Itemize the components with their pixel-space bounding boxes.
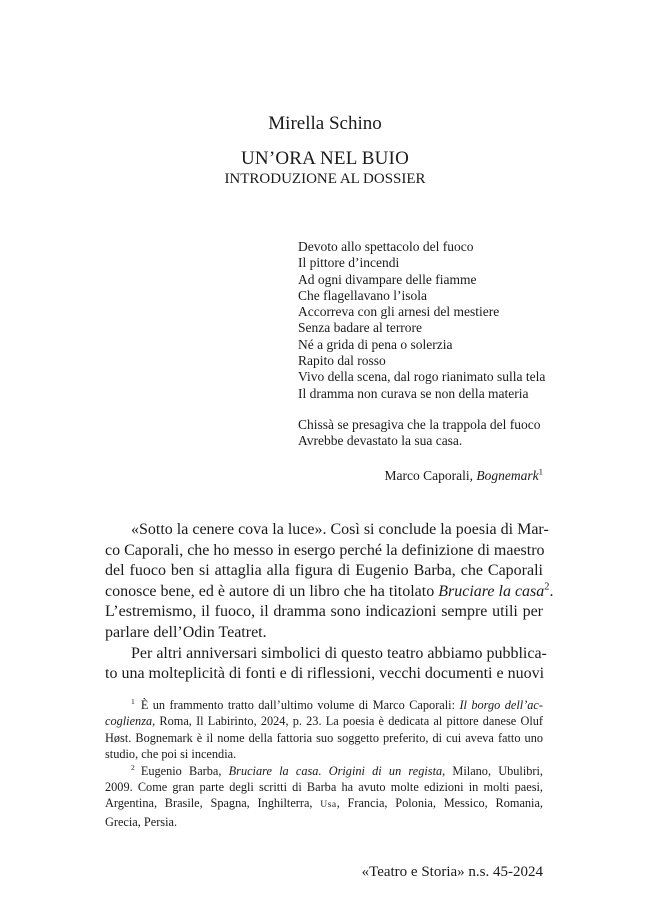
journal-footer: «Teatro e Storia» n.s. 45-2024 bbox=[361, 864, 543, 880]
text-line: Per altri anniversari simbolici di questo teatro abbiamo pubblica- bbox=[131, 644, 547, 662]
poem-line: Avrebbe devastato la sua casa. bbox=[298, 433, 463, 449]
footnote-line bbox=[105, 697, 543, 713]
text-segment: conosce bene, ed è autore di un libro che ha titolato bbox=[105, 582, 439, 600]
text-line: del fuoco ben si attaglia alla figura di Eugenio Barba, che Caporali bbox=[105, 562, 543, 580]
poem-stanza-1 bbox=[298, 239, 558, 402]
text-line: to una molteplicità di fonti e di riflessioni, vecchi documenti e nuovi bbox=[105, 665, 545, 683]
poem-attribution bbox=[300, 468, 543, 484]
footnote-line bbox=[105, 795, 543, 813]
article-title: UN’ORA NEL BUIO bbox=[240, 148, 409, 169]
footnote-line: Grecia, Persia. bbox=[105, 814, 178, 829]
poem-line: Vivo della scena, dal rogo rianimato sulla tela bbox=[298, 369, 546, 385]
footnote-number: 1 bbox=[131, 696, 135, 706]
abbreviation: Usa bbox=[320, 799, 337, 811]
text-line: «Sotto la cenere cova la luce». Così si conclude la poesia di Mar- bbox=[131, 521, 549, 538]
poem-stanza-2 bbox=[298, 417, 558, 450]
poem-line: Rapito dal rosso bbox=[298, 353, 386, 369]
text-segment: , Roma, Il Labirinto, 2024, p. 23. La poesia è dedicata al pittore danese Oluf bbox=[152, 714, 543, 729]
text-segment: , Milano, Ubulibri, bbox=[442, 763, 543, 778]
text-segment: . bbox=[549, 582, 554, 600]
book-title: Bruciare la casa. Origini di un regista bbox=[228, 763, 443, 778]
attribution-author: Marco Caporali, bbox=[384, 468, 477, 483]
footnote-reference[interactable]: 1 bbox=[538, 466, 543, 477]
footnote-line bbox=[105, 713, 543, 729]
text-segment: Argentina, Brasile, Spagna, Inghilterra, bbox=[105, 796, 321, 811]
poem-line: Chissà se presagiva che la trappola del fuoco bbox=[298, 416, 541, 432]
book-title: Bruciare la casa bbox=[438, 582, 545, 600]
text-line bbox=[105, 581, 554, 603]
text-segment: È un frammento tratto dall’ultimo volume di Marco Caporali: bbox=[140, 698, 460, 712]
poem-line: Accorreva con gli arnesi del mestiere bbox=[298, 304, 500, 320]
footnote-line: Høst. Bognemark è il nome della fattoria suo soggetto preferito, di cui aveva fatto uno bbox=[105, 730, 543, 745]
poem-line: Che flagellavano l’isola bbox=[298, 287, 427, 303]
text-line: co Caporali, che ho messo in esergo perché la definizione di maestro bbox=[105, 541, 545, 559]
poem-line: Devoto allo spettacolo del fuoco bbox=[298, 239, 474, 254]
footnote-2 bbox=[105, 763, 543, 831]
poem-line: Il dramma non curava se non della materia bbox=[298, 385, 529, 401]
footnote-line: 2009. Come gran parte degli scritti di Barba ha avuto molte edizioni in molti paesi, bbox=[105, 780, 543, 795]
poem-line: Il pittore d’incendi bbox=[298, 255, 400, 271]
footnotes bbox=[105, 697, 543, 830]
attribution-work: Bognemark bbox=[476, 468, 539, 483]
paragraph bbox=[105, 644, 547, 685]
body-text bbox=[105, 520, 554, 685]
poem-line: Ad ogni divampare delle fiamme bbox=[298, 271, 477, 287]
footnote-1 bbox=[105, 697, 543, 763]
book-title: coglienza bbox=[105, 714, 153, 729]
poem-line: Senza badare al terrore bbox=[298, 320, 423, 336]
epigraph-poem bbox=[298, 239, 558, 450]
author-name: Mirella Schino bbox=[268, 113, 382, 134]
article-subtitle: INTRODUZIONE AL DOSSIER bbox=[224, 171, 426, 187]
footnote-line bbox=[105, 763, 543, 779]
footnote-line: studio, che poi si incendia. bbox=[105, 747, 237, 762]
poem-line: Né a grida di pena o solerzia bbox=[298, 336, 453, 352]
paragraph bbox=[105, 520, 554, 644]
footnote-number: 2 bbox=[131, 762, 135, 772]
text-segment: Eugenio Barba, bbox=[140, 763, 229, 778]
footnote-reference[interactable]: 2 bbox=[544, 581, 550, 593]
text-segment: , Francia, Polonia, Messico, Romania, bbox=[336, 796, 543, 811]
text-line: parlare dell’Odin Teatret. bbox=[105, 623, 267, 641]
book-title: Il borgo dell’ac- bbox=[459, 698, 543, 712]
text-line: L’estremismo, il fuoco, il dramma sono indicazioni sempre utili per bbox=[105, 603, 543, 621]
